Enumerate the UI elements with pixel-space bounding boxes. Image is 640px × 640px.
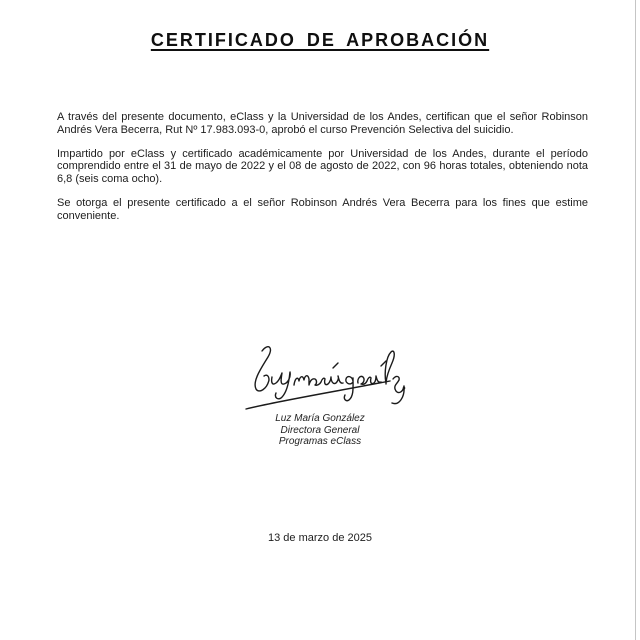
handwritten-signature-icon [238, 341, 410, 413]
signer-role: Directora General [280, 424, 360, 436]
certificate-paragraph-3: Se otorga el presente certificado a el señor Robinson Andrés Vera Becerra para los fines que estime conveniente. [57, 196, 588, 222]
signer-block [0, 413, 640, 448]
signer-name: Luz María González [275, 413, 365, 424]
certificate-paragraph-2: Impartido por eClass y certificado académicamente por Universidad de los Andes, durante el período comprendido entre el 31 de mayo de 2022 y el 08 de agosto de 2022, con 96 horas totales, obteniendo nota 6,8 (seis coma ocho). [57, 147, 588, 186]
certificate-date: 13 de marzo de 2025 [268, 532, 372, 544]
certificate-body [57, 111, 588, 234]
certificate-paragraph-1: A través del presente documento, eClass y la Universidad de los Andes, certifican que el señor Robinson Andrés Vera Becerra, Rut Nº 17.983.093-0, aprobó el curso Prevención Selectiva del suicidio. [57, 111, 588, 136]
right-edge-divider [635, 0, 636, 640]
signer-organization: Programas eClass [278, 436, 362, 447]
certificate-title: CERTIFICADO DE APROBACIÓN [150, 30, 490, 50]
